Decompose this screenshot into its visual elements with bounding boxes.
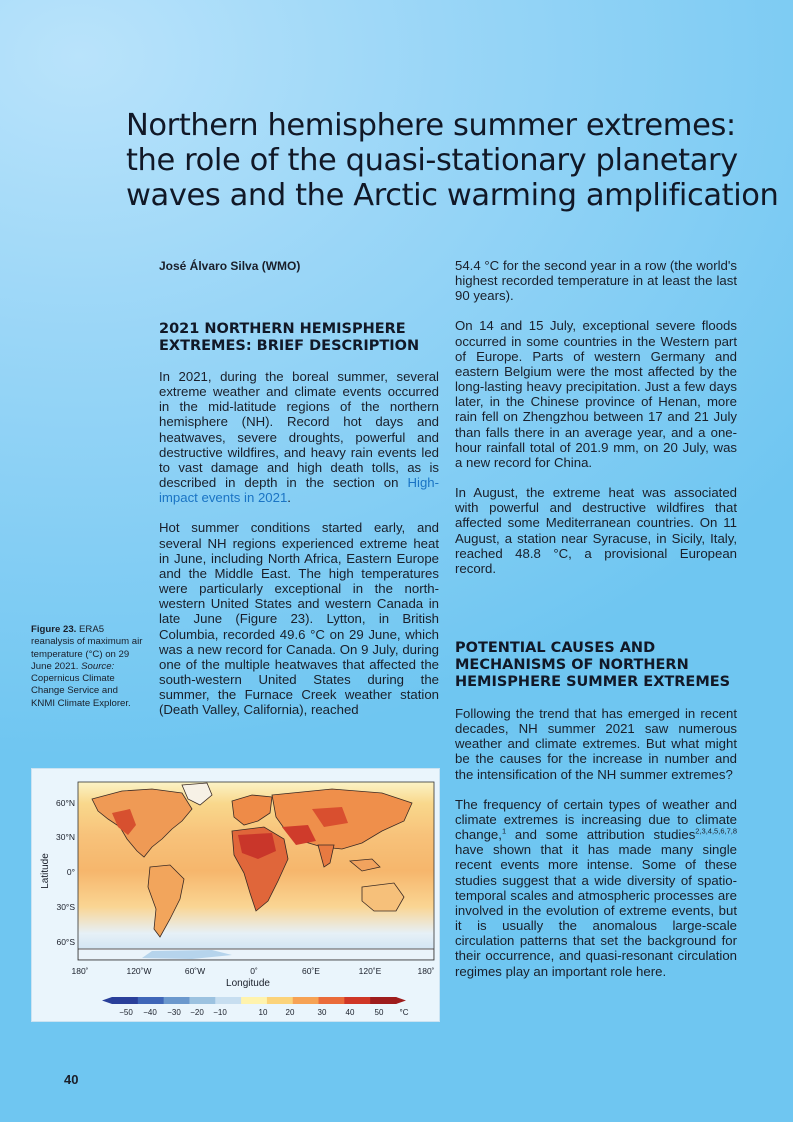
colorbar-tick: 30 xyxy=(317,1008,327,1017)
figure-caption: Figure 23. ERA5 reanalysis of maximum air temperature (°C) on 29 June 2021. Source: Copernicus Climate Change Service and KNMI Climate Explorer. xyxy=(31,624,143,709)
colorbar-segment xyxy=(370,997,396,1004)
paragraph: Following the trend that has emerged in recent decades, NH summer 2021 saw numerous weather and climate extremes. But what might be the causes for the increase in number and the intensification of the NH summer extremes? xyxy=(455,706,737,782)
lon-tick: 60˚W xyxy=(184,966,206,976)
colorbar-segment xyxy=(241,997,267,1004)
caption-source-label: Source: xyxy=(81,660,115,672)
colorbar-tick: 10 xyxy=(258,1008,268,1017)
lon-tick: 120˚W xyxy=(126,966,152,976)
colorbar-segment xyxy=(319,997,345,1004)
lon-tick: 60˚E xyxy=(302,966,320,976)
lon-tick: 0˚ xyxy=(250,966,258,976)
colorbar xyxy=(102,997,406,1004)
colorbar-tick: −50 xyxy=(119,1008,133,1017)
high-impact-events-link[interactable]: High-impact events in 2021 xyxy=(159,475,439,506)
title-line: waves and the Arctic warming amplification xyxy=(126,178,779,213)
colorbar-segment xyxy=(293,997,319,1004)
antarctica-land xyxy=(78,949,434,960)
heading-line: HEMISPHERE SUMMER EXTREMES xyxy=(455,674,731,690)
title-line: the role of the quasi-stationary planetary xyxy=(126,143,738,178)
lat-tick: 30°N xyxy=(56,832,75,842)
caption-label: Figure 23. xyxy=(31,624,77,635)
column-right-top xyxy=(455,258,737,576)
lon-tick: 120˚E xyxy=(358,966,382,976)
colorbar-segment xyxy=(112,997,138,1004)
paragraph: In August, the extreme heat was associated with powerful and destructive wildfires that affected some Mediterranean countries. On 11 August, a station near Syracuse, in Sicily, Italy, reached 48.8 °C, a provisional European record. xyxy=(455,485,737,576)
author: José Álvaro Silva (WMO) xyxy=(159,259,301,273)
colorbar-tick: −20 xyxy=(190,1008,204,1017)
colorbar-tick: 40 xyxy=(345,1008,355,1017)
colorbar-segment xyxy=(189,997,215,1004)
lat-tick: 60°S xyxy=(56,937,75,947)
lon-tick: 180˚ xyxy=(71,966,89,976)
colorbar-tick: −30 xyxy=(167,1008,181,1017)
heading-line: MECHANISMS OF NORTHERN xyxy=(455,657,689,673)
heading-line: POTENTIAL CAUSES AND xyxy=(455,640,656,656)
colorbar-tick: 20 xyxy=(285,1008,295,1017)
colorbar-segment xyxy=(344,997,370,1004)
page-number: 40 xyxy=(64,1072,79,1087)
footnote-ref[interactable]: 2,3,4,5,6,7,8 xyxy=(695,826,737,836)
colorbar-tick: 50 xyxy=(374,1008,384,1017)
paragraph: On 14 and 15 July, exceptional severe floods occurred in some countries in the Western part of Europe. Parts of western Germany and eastern Belgium were the most affected by the long-lasting heavy precipitation. Just a few days later, in the Chinese province of Henan, more rain fell on Zhengzhou between 17 and 21 July than falls there in an average year, and a one-hour rainfall total of 201.9 mm, on 20 July, was a new record for China. xyxy=(455,318,737,470)
section-heading-brief-description xyxy=(159,321,459,355)
page-title xyxy=(126,108,779,213)
column-left xyxy=(159,369,439,717)
paragraph: The frequency of certain types of weather and climate extremes is increasing due to climate change,$^1$ and some attribution studies$^{2,3,4,5,6,7,8}$ have shown that it has made many single recent events more intense. Some of these studies suggest that a wide diversity of spatio-temporal scales and atmospheric processes are involved in the evolution of extreme events, but it is usually the anomalous large-scale circulation patterns that set the background for their occurrence, and quasi-resonant circulation regimes play an important role here. xyxy=(455,796,737,979)
lat-tick: 60°N xyxy=(56,798,75,808)
temperature-map-svg xyxy=(32,769,441,1023)
section-heading-potential-causes xyxy=(455,640,755,691)
heading-line: EXTREMES: BRIEF DESCRIPTION xyxy=(159,338,420,354)
colorbar-arrow-low xyxy=(102,997,112,1004)
colorbar-segment xyxy=(215,997,241,1004)
paragraph: In 2021, during the boreal summer, several extreme weather and climate events occurred in the mid-latitude regions of the northern hemisphere (NH). Record hot days and heatwaves, severe droughts, powerful and destructive wildfires, and heavy rain events led to vast damage and high death tolls, as is described in depth in the section on High-impact events in 2021. xyxy=(159,369,439,506)
colorbar-unit: °C xyxy=(399,1008,409,1017)
lat-tick: 0° xyxy=(66,867,75,877)
paragraph: 54.4 °C for the second year in a row (the world's highest recorded temperature in at least the last 90 years). xyxy=(455,258,737,304)
temperature-map-figure xyxy=(31,768,440,1022)
colorbar-tick: −10 xyxy=(213,1008,227,1017)
colorbar-segment xyxy=(267,997,293,1004)
y-axis-label: Latitude xyxy=(40,853,51,889)
colorbar-arrow-high xyxy=(396,997,406,1004)
colorbar-tick: −40 xyxy=(143,1008,157,1017)
column-right-bottom xyxy=(455,706,737,979)
footnote-ref[interactable]: 1 xyxy=(501,826,507,836)
lat-tick: 30°S xyxy=(56,902,75,912)
x-axis-label: Longitude xyxy=(226,978,270,989)
title-line: Northern hemisphere summer extremes: xyxy=(126,108,736,143)
paragraph: Hot summer conditions started early, and several NH regions experienced extreme heat in June, including North Africa, Eastern Europe and the Middle East. The high temperatures were particularly exceptional in the north-western United States and western Canada in late June (Figure 23). Lytton, in British Columbia, recorded 49.6 °C on 29 June, which was a new record for Canada. On 9 July, during one of the multiple heatwaves that affected the south-western United States during the summer, the Furnace Creek weather station (Death Valley, California), reached xyxy=(159,520,439,718)
colorbar-segment xyxy=(164,997,190,1004)
colorbar-segment xyxy=(138,997,164,1004)
lon-tick: 180˚ xyxy=(417,966,435,976)
heading-line: 2021 NORTHERN HEMISPHERE xyxy=(159,321,406,337)
